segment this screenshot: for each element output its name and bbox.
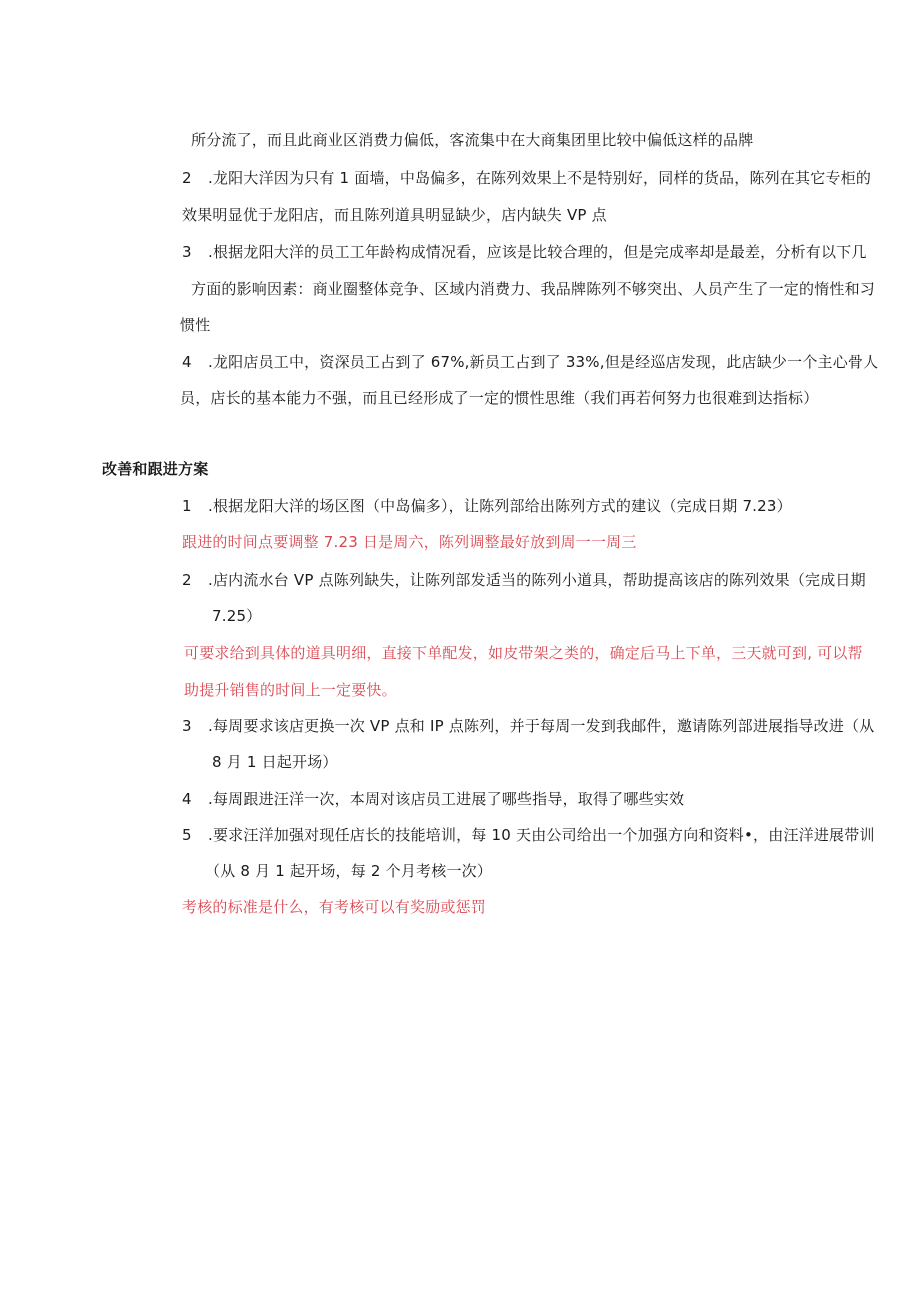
analysis-item3-line1: [182, 242, 867, 262]
plan-item5-line1: [182, 825, 875, 845]
analysis-item2-line1: [182, 168, 871, 188]
plan-item1-comment: 跟进的时间点要调整 7.23 日是周六，陈列调整最好放到周一一周三: [182, 533, 637, 551]
analysis-item1-continuation: 所分流了，而且此商业区消费力偏低，客流集中在大商集团里比较中偏低这样的品牌: [191, 131, 754, 149]
list-number: 5: [182, 826, 192, 844]
list-text: .要求汪洋加强对现任店长的技能培训，每 10 天由公司给出一个加强方向和资料•，由汪洋进展带训: [208, 826, 875, 844]
section-heading: 改善和跟进方案: [102, 460, 209, 478]
plan-item2-comment-line1: 可要求给到具体的道具明细，直接下单配发，如皮带架之类的，确定后马上下单，三天就可到, 可以帮: [184, 644, 863, 662]
analysis-item3-line2: 方面的影响因素：商业圈整体竞争、区域内消费力、我品牌陈列不够突出、人员产生了一定的惰性和习: [191, 280, 876, 298]
list-number: 1: [182, 497, 192, 515]
list-number: 4: [182, 353, 192, 371]
analysis-item2-line2: 效果明显优于龙阳店，而且陈列道具明显缺少，店内缺失 VP 点: [182, 206, 607, 224]
plan-item2-line1: [182, 570, 866, 590]
list-number: 2: [182, 571, 192, 589]
plan-item5-line2: （从 8 月 1 起开场，每 2 个月考核一次）: [205, 862, 493, 880]
plan-item2-comment-line2: 助提升销售的时间上一定要快。: [184, 681, 397, 699]
plan-item5-comment: 考核的标准是什么，有考核可以有奖励或惩罚: [182, 898, 487, 916]
analysis-item3-line3: 惯性: [180, 316, 211, 334]
plan-item4-line1: [182, 789, 684, 809]
list-text: .每周要求该店更换一次 VP 点和 IP 点陈列，并于每周一发到我邮件，邀请陈列部进展指导改进（从: [208, 717, 875, 735]
analysis-item4-line2: 员，店长的基本能力不强，而且已经形成了一定的惯性思维（我们再若何努力也很难到达指标）: [180, 389, 819, 407]
list-number: 4: [182, 790, 192, 808]
list-text: .根据龙阳大洋的场区图（中岛偏多），让陈列部给出陈列方式的建议（完成日期 7.23）: [208, 497, 792, 515]
list-text: .龙阳店员工中，资深员工占到了 67%,新员工占到了 33%,但是经巡店发现，此店缺少一个主心骨人: [208, 353, 879, 371]
list-text: .店内流水台 VP 点陈列缺失，让陈列部发适当的陈列小道具，帮助提高该店的陈列效果（完成日期: [208, 571, 866, 589]
plan-item3-line2: 8 月 1 日起开场）: [212, 753, 338, 771]
list-number: 3: [182, 717, 192, 735]
plan-item2-line2: 7.25）: [212, 607, 262, 625]
list-text: .每周跟进汪洋一次，本周对该店员工进展了哪些指导，取得了哪些实效: [208, 790, 685, 808]
list-text: .根据龙阳大洋的员工工年龄构成情况看，应该是比较合理的，但是完成率却是最差，分析有以下几: [208, 243, 867, 261]
list-number: 3: [182, 243, 192, 261]
plan-item1-line1: [182, 496, 792, 516]
list-text: .龙阳大洋因为只有 1 面墙，中岛偏多，在陈列效果上不是特别好，同样的货品，陈列在其它专柜的: [208, 169, 872, 187]
analysis-item4-line1: [182, 352, 878, 372]
list-number: 2: [182, 169, 192, 187]
plan-item3-line1: [182, 716, 874, 736]
